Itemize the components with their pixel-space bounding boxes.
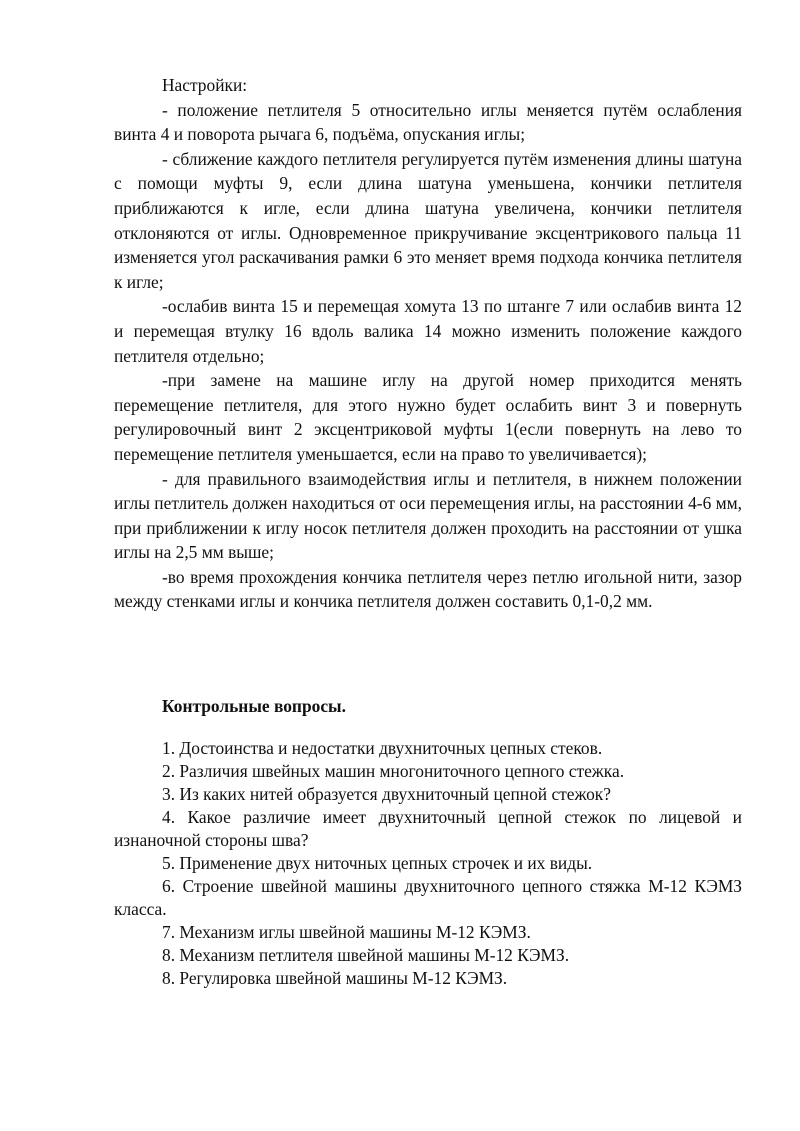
settings-paragraph-6: -во время прохождения кончика петлителя через петлю игольной нити, зазор между стенками иглы и кончика петлителя должен составить 0,1-0,2 мм.	[114, 566, 742, 612]
settings-paragraph-1: - положение петлителя 5 относительно иглы меняется путём ослабления винта 4 и поворота рычага 6, подъёма, опускания иглы;	[114, 99, 742, 145]
question-item-1: 1. Достоинства и недостатки двухниточных цепных стеков.	[162, 738, 603, 758]
settings-paragraph-3: -ослабив винта 15 и перемещая хомута 13 по штанге 7 или ослабив винта 12 и перемещая втулку 16 вдоль валика 14 можно изменить положение каждого петлителя отдельно;	[114, 296, 742, 366]
question-item-8: 8. Механизм петлителя швейной машины М-12 КЭМЗ.	[162, 945, 570, 965]
question-item-6: 6. Строение швейной машины двухниточного цепного стяжка М-12 КЭМЗ класса.	[114, 876, 742, 919]
settings-paragraph-2: - сближение каждого петлителя регулируется путём изменения длины шатуна с помощи муфты 9, если длина шатуна уменьшена, кончики петлителя приближаются к игле, если длина шатуна увеличена, кончики петлителя отклоняются от иглы. Одновременное прикручивание эксцентрикового пальца 11 изменяется угол раскачивания рамки 6 это меняет время подхода кончика петлителя к игле;	[114, 148, 742, 292]
question-item-7: 7. Механизм иглы швейной машины М-12 КЭМЗ.	[162, 922, 531, 942]
question-item-3: 3. Из каких нитей образуется двухниточный цепной стежок?	[162, 784, 611, 804]
questions-title: Контрольные вопросы.	[162, 696, 346, 716]
questions-list	[114, 737, 742, 990]
question-item-2: 2. Различия швейных машин многониточного цепного стежка.	[162, 761, 625, 781]
question-item-9: 8. Регулировка швейной машины М-12 КЭМЗ.	[162, 968, 508, 988]
settings-title: Настройки:	[162, 75, 248, 95]
settings-paragraph-5: - для правильного взаимодействия иглы и петлителя, в нижнем положении иглы петлитель должен находиться от оси перемещения иглы, на расстоянии 4-6 мм, при приближении к иглу носок петлителя должен проходить на расстоянии от ушка иглы на 2,5 мм выше;	[114, 468, 742, 563]
question-item-4: 4. Какое различие имеет двухниточный цепной стежок по лицевой и изнаночной стороны шва?	[114, 807, 742, 850]
settings-paragraph-4: -при замене на машине иглу на другой номер приходится менять перемещение петлителя, для этого нужно будет ослабить винт 3 и повернуть регулировочный винт 2 эксцентриковой муфты 1(если повернуть на лево то перемещение петлителя уменьшается, если на право то увеличивается);	[114, 370, 742, 464]
questions-section	[114, 694, 742, 719]
settings-section	[114, 73, 742, 614]
question-item-5: 5. Применение двух ниточных цепных строчек и их виды.	[162, 853, 593, 873]
